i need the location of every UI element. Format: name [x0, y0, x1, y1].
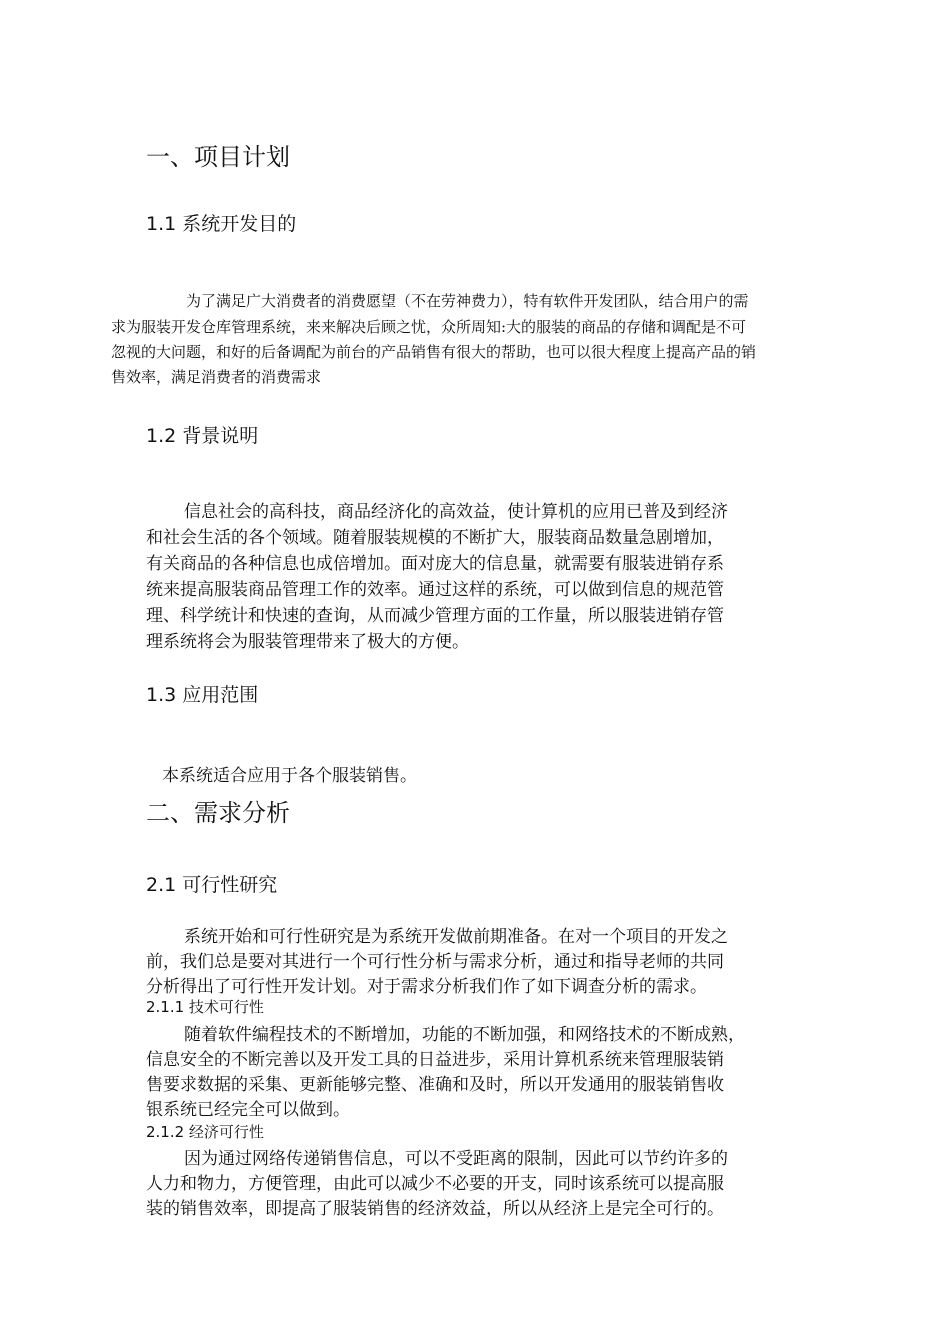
paragraph-line: 装的销售效率，即提高了服装销售的经济效益，所以从经济上是完全可行的。: [146, 1199, 724, 1219]
section-2-1-heading: 2.1 可行性研究: [146, 874, 278, 896]
paragraph-line: 人力和物力，方便管理，由此可以减少不必要的开支，同时该系统可以提高服: [146, 1174, 724, 1194]
section-2-1-2-heading: 2.1.2 经济可行性: [146, 1123, 264, 1141]
paragraph-line: 理系统将会为服装管理带来了极大的方便。: [146, 632, 469, 652]
paragraph-line: 前，我们总是要对其进行一个可行性分析与需求分析，通过和指导老师的共同: [146, 952, 724, 972]
paragraph-line: 因为通过网络传递销售信息，可以不受距离的限制，因此可以节约许多的: [184, 1149, 728, 1169]
paragraph-line: 本系统适合应用于各个服装销售。: [162, 766, 417, 786]
paragraph-line: 信息社会的高科技，商品经济化的高效益，使计算机的应用已普及到经济: [184, 502, 728, 522]
paragraph-line: 忽视的大问题，和好的后备调配为前台的产品销售有很大的帮助，也可以很大程度上提高产品的销: [111, 343, 757, 361]
paragraph-line: 分析得出了可行性开发计划。对于需求分析我们作了如下调查分析的需求。: [146, 977, 707, 997]
paragraph-line: 有关商品的各种信息也成倍增加。面对庞大的信息量，就需要有服装进销存系: [146, 554, 724, 574]
paragraph-line: 系统开始和可行性研究是为系统开发做前期准备。在对一个项目的开发之: [184, 927, 728, 947]
paragraph-line: 统来提高服装商品管理工作的效率。通过这样的系统，可以做到信息的规范管: [146, 580, 724, 600]
paragraph-line: 售要求数据的采集、更新能够完整、准确和及时，所以开发通用的服装销售收: [146, 1075, 724, 1095]
paragraph-line: 为了满足广大消费者的消费愿望（不在劳神费力），特有软件开发团队，结合用户的需: [186, 292, 749, 310]
paragraph-line: 信息安全的不断完善以及开发工具的日益进步，采用计算机系统来管理服装销: [146, 1050, 724, 1070]
section-1-1-heading: 1.1 系统开发目的: [146, 213, 297, 235]
paragraph-line: 求为服装开发仓库管理系统，来来解决后顾之忧，众所周知:大的服装的商品的存储和调配是不可: [111, 318, 747, 336]
section-2-heading: 二、需求分析: [146, 799, 290, 827]
paragraph-line: 银系统已经完全可以做到。: [146, 1100, 350, 1120]
paragraph-line: 随着软件编程技术的不断增加，功能的不断加强，和网络技术的不断成熟，: [184, 1025, 745, 1045]
section-1-heading: 一、项目计划: [146, 143, 290, 171]
section-1-3-heading: 1.3 应用范围: [146, 684, 259, 706]
section-2-1-1-heading: 2.1.1 技术可行性: [146, 998, 264, 1016]
paragraph-line: 售效率，满足消费者的消费需求: [111, 368, 322, 386]
paragraph-line: 和社会生活的各个领域。随着服装规模的不断扩大，服装商品数量急剧增加，: [146, 528, 724, 548]
section-1-2-heading: 1.2 背景说明: [146, 425, 259, 447]
paragraph-line: 理、科学统计和快速的查询，从而减少管理方面的工作量，所以服装进销存管: [146, 606, 724, 626]
